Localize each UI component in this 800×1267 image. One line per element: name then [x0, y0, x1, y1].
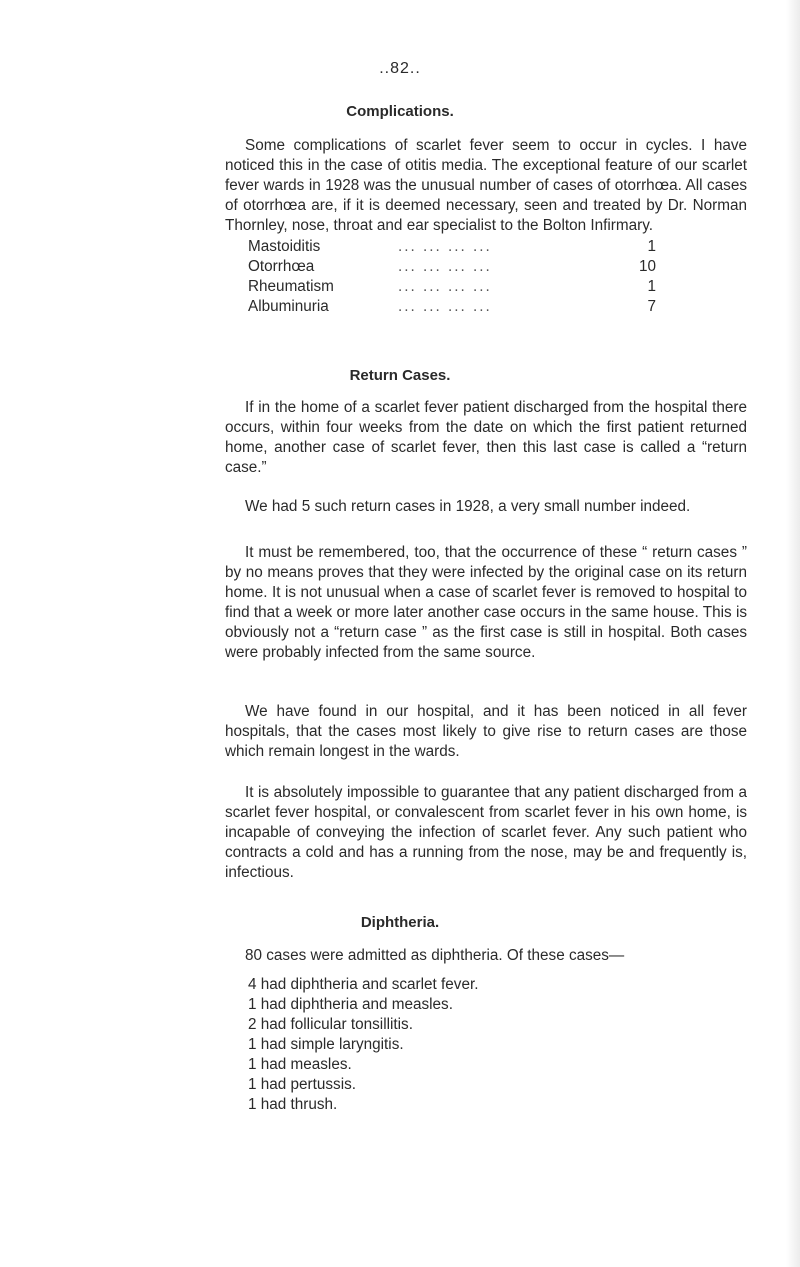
table-row: [248, 237, 656, 257]
complication-count: 7: [647, 298, 656, 315]
complication-name: Otorrhœa: [248, 258, 315, 275]
complication-name: Mastoiditis: [248, 238, 321, 255]
leader-dots: ... ... ... ...: [398, 278, 492, 295]
diphtheria-case-list: [248, 975, 478, 1115]
return-cases-paragraph: If in the home of a scarlet fever patient discharged from the hospital there occurs, within four weeks from the date on which the first patient returned home, another case of scarlet fever, then this last case is called a “return case.”: [225, 399, 747, 476]
return-cases-paragraph: We have found in our hospital, and it has been noticed in all fever hospitals, that the cases most likely to give rise to return cases are those which remain longest in the wards.: [225, 703, 747, 760]
page-edge-shadow: [786, 0, 800, 1267]
complication-name: Rheumatism: [248, 278, 334, 295]
leader-dots: ... ... ... ...: [398, 258, 492, 275]
complications-table: [248, 237, 656, 317]
list-item: 4 had diphtheria and scarlet fever.: [248, 976, 479, 993]
list-item: 1 had diphtheria and measles.: [248, 996, 453, 1013]
table-row: [248, 277, 656, 297]
heading-diphtheria: Diphtheria.: [360, 914, 440, 931]
list-item: 2 had follicular tonsillitis.: [248, 1016, 413, 1033]
complication-count: 1: [647, 238, 656, 255]
return-cases-paragraph: It is absolutely impossible to guarantee that any patient discharged from a scarlet fever hospital, or convalescent from scarlet fever in his own home, is incapable of conveying the infection of scarlet fever. Any such patient who contracts a cold and has a running from the nose, may be and frequently is, infectious.: [225, 784, 747, 881]
list-item: 1 had pertussis.: [248, 1076, 356, 1093]
leader-dots: ... ... ... ...: [398, 298, 492, 315]
list-item: 1 had measles.: [248, 1056, 352, 1073]
page-number: ..82..: [379, 60, 421, 77]
diphtheria-intro: 80 cases were admitted as diphtheria. Of these cases—: [245, 947, 625, 964]
leader-dots: ... ... ... ...: [398, 238, 492, 255]
return-cases-paragraph: It must be remembered, too, that the occurrence of these “ return cases ” by no means proves that they were infected by the original case on its return home. It is not unusual when a case of scarlet fever is removed to hospital to find that a week or more later another case occurs in the same house. This is obviously not a “return case ” as the first case is still in hospital. Both cases were probably infected from the same source.: [225, 544, 747, 661]
table-row: [248, 257, 656, 277]
heading-return-cases: Return Cases.: [349, 367, 451, 384]
complication-name: Albuminuria: [248, 298, 329, 315]
complication-count: 10: [638, 258, 656, 275]
table-row: [248, 297, 656, 317]
list-item: 1 had thrush.: [248, 1096, 338, 1113]
return-cases-paragraph: We had 5 such return cases in 1928, a very small number indeed.: [245, 498, 691, 515]
complication-count: 1: [647, 278, 656, 295]
complications-intro: Some complications of scarlet fever seem to occur in cycles. I have noticed this in the case of otitis media. The exceptional feature of our scarlet fever wards in 1928 was the unusual number of cases of otorrhœa. All cases of otorrhœa are, if it is deemed necessary, seen and treated by Dr. Norman Thornley, nose, throat and ear specialist to the Bolton Infirmary.: [225, 137, 747, 234]
list-item: 1 had simple laryngitis.: [248, 1036, 404, 1053]
heading-complications: Complications.: [346, 103, 454, 120]
